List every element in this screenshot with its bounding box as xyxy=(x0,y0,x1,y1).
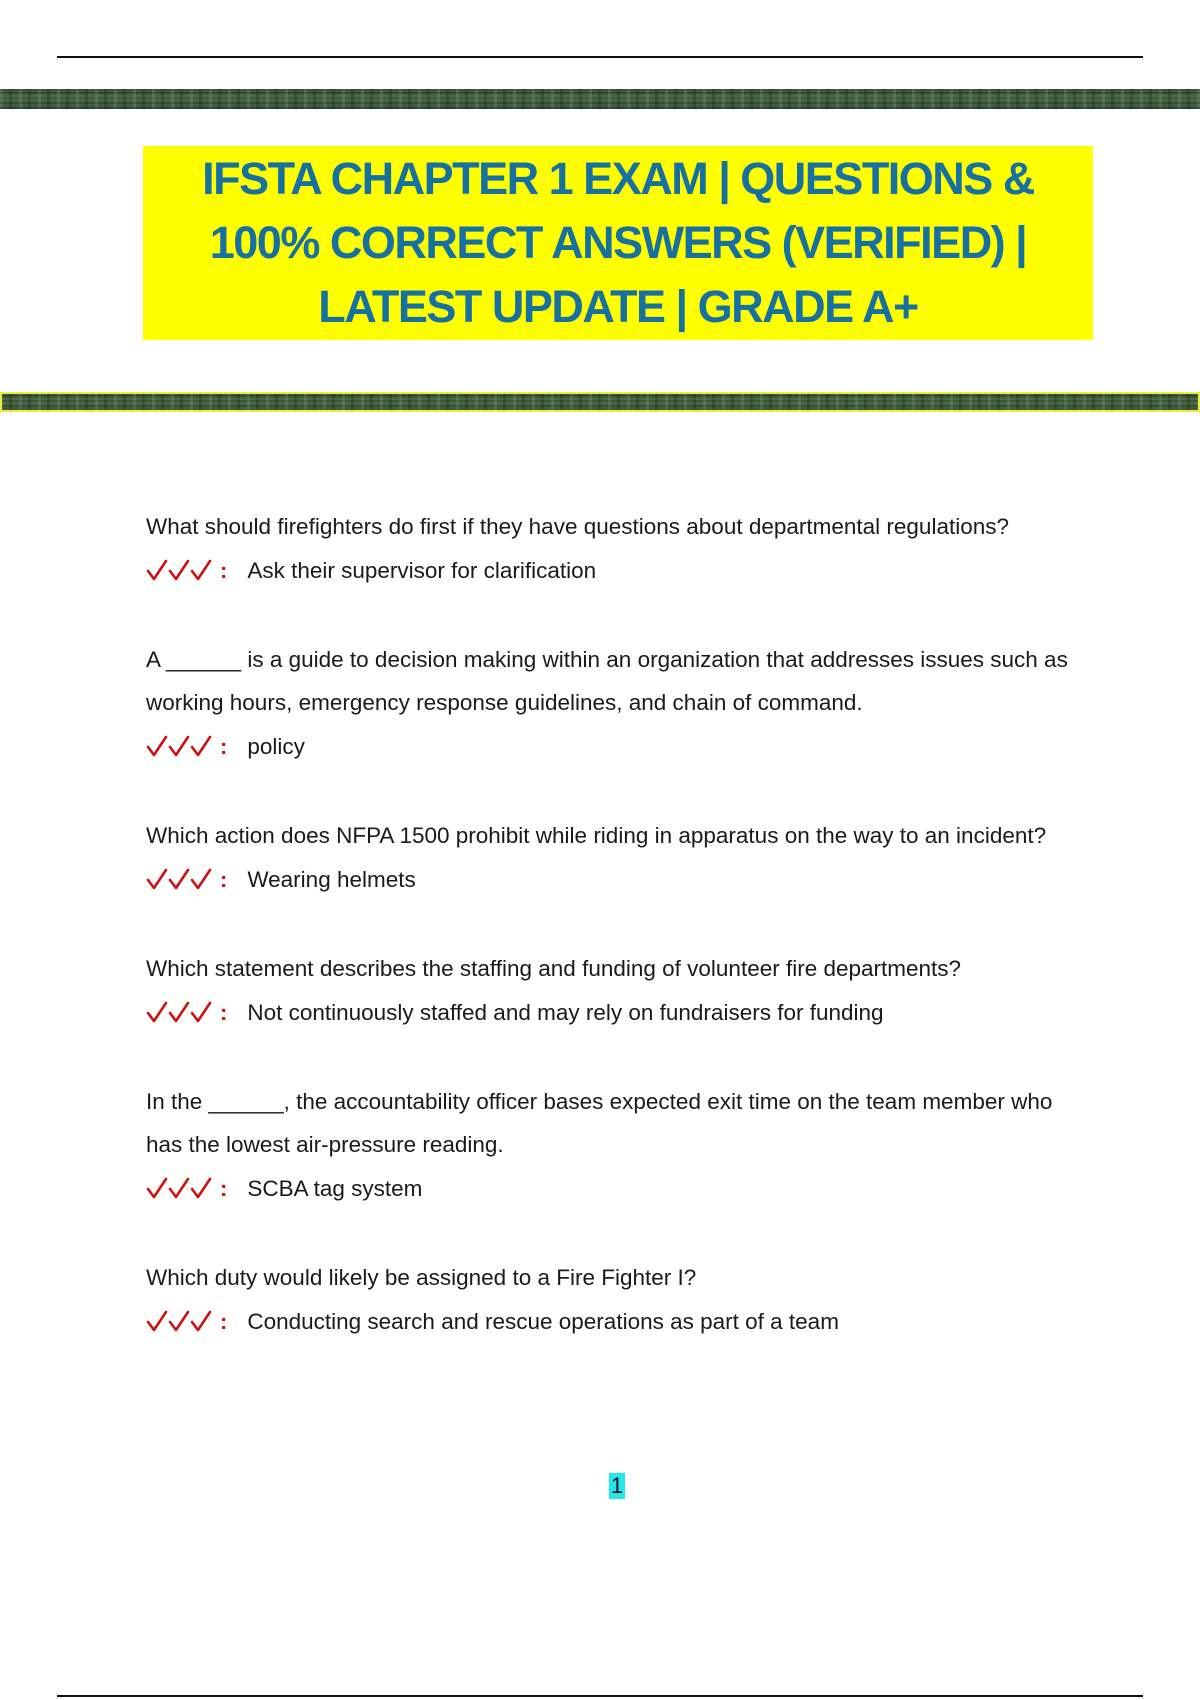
check-mark-icon xyxy=(192,737,210,755)
answer-row xyxy=(146,992,1086,1034)
qa-item xyxy=(146,1256,1086,1343)
check-marks-icon xyxy=(146,1000,218,1026)
answer-text: SCBA tag system xyxy=(247,1176,423,1201)
decorative-band-top xyxy=(0,89,1200,109)
triple-check-icon xyxy=(146,1309,237,1335)
document-title: IFSTA CHAPTER 1 EXAM | QUESTIONS & 100% CORRECT ANSWERS (VERIFIED) | LATEST UPDATE | GRADE A+ xyxy=(202,153,1034,332)
answer-marker-colon: : xyxy=(220,1309,228,1334)
check-mark-icon xyxy=(170,1003,188,1021)
qa-item xyxy=(146,814,1086,901)
qa-item xyxy=(146,638,1086,768)
answer-text: Wearing helmets xyxy=(247,867,416,892)
answer-marker-colon: : xyxy=(220,1000,228,1025)
check-mark-icon xyxy=(170,737,188,755)
check-mark-icon xyxy=(148,1003,166,1021)
check-mark-icon xyxy=(148,1179,166,1197)
qa-item xyxy=(146,947,1086,1034)
answer-text: Ask their supervisor for clarification xyxy=(247,558,597,583)
question-text: A ______ is a guide to decision making within an organization that addresses issues such as working hours, emergency response guidelines, and chain of command. xyxy=(146,647,1068,715)
decorative-band-bottom xyxy=(0,392,1200,412)
header-rule xyxy=(57,56,1143,58)
check-mark-icon xyxy=(192,561,210,579)
check-mark-icon xyxy=(170,1312,188,1330)
question-text: Which statement describes the staffing and funding of volunteer fire departments? xyxy=(146,956,962,981)
triple-check-icon xyxy=(146,1176,237,1202)
page-number: 1 xyxy=(610,1473,624,1498)
footer-rule xyxy=(57,1695,1143,1697)
qa-list xyxy=(146,505,1086,1389)
qa-item xyxy=(146,1080,1086,1210)
title-banner xyxy=(143,146,1093,340)
answer-row xyxy=(146,726,1086,768)
qa-item xyxy=(146,505,1086,592)
answer-row xyxy=(146,550,1086,592)
answer-marker-colon: : xyxy=(220,734,228,759)
question-text: What should firefighters do first if they have questions about departmental regulations? xyxy=(146,514,1009,539)
check-mark-icon xyxy=(170,561,188,579)
check-mark-icon xyxy=(192,1312,210,1330)
check-marks-icon xyxy=(146,558,218,584)
question-text: Which action does NFPA 1500 prohibit while riding in apparatus on the way to an incident? xyxy=(146,823,1047,848)
answer-row xyxy=(146,1301,1086,1343)
check-marks-icon xyxy=(146,1176,218,1202)
check-mark-icon xyxy=(192,1003,210,1021)
answer-marker-colon: : xyxy=(220,867,228,892)
answer-text: Not continuously staffed and may rely on fundraisers for funding xyxy=(247,1000,884,1025)
question-text: In the ______, the accountability officer bases expected exit time on the team member who has the lowest air-pressure reading. xyxy=(146,1089,1053,1157)
check-marks-icon xyxy=(146,867,218,893)
triple-check-icon xyxy=(146,867,237,893)
answer-row xyxy=(146,859,1086,901)
check-mark-icon xyxy=(192,870,210,888)
answer-text: policy xyxy=(247,734,305,759)
check-marks-icon xyxy=(146,1309,218,1335)
check-mark-icon xyxy=(170,1179,188,1197)
check-mark-icon xyxy=(148,870,166,888)
answer-marker-colon: : xyxy=(220,1176,228,1201)
check-mark-icon xyxy=(148,1312,166,1330)
check-mark-icon xyxy=(148,737,166,755)
check-marks-icon xyxy=(146,734,218,760)
answer-text: Conducting search and rescue operations as part of a team xyxy=(247,1309,839,1334)
answer-marker-colon: : xyxy=(220,558,228,583)
check-mark-icon xyxy=(192,1179,210,1197)
triple-check-icon xyxy=(146,734,237,760)
question-text: Which duty would likely be assigned to a Fire Fighter I? xyxy=(146,1265,697,1290)
answer-row xyxy=(146,1168,1086,1210)
triple-check-icon xyxy=(146,1000,237,1026)
check-mark-icon xyxy=(148,561,166,579)
triple-check-icon xyxy=(146,558,237,584)
check-mark-icon xyxy=(170,870,188,888)
